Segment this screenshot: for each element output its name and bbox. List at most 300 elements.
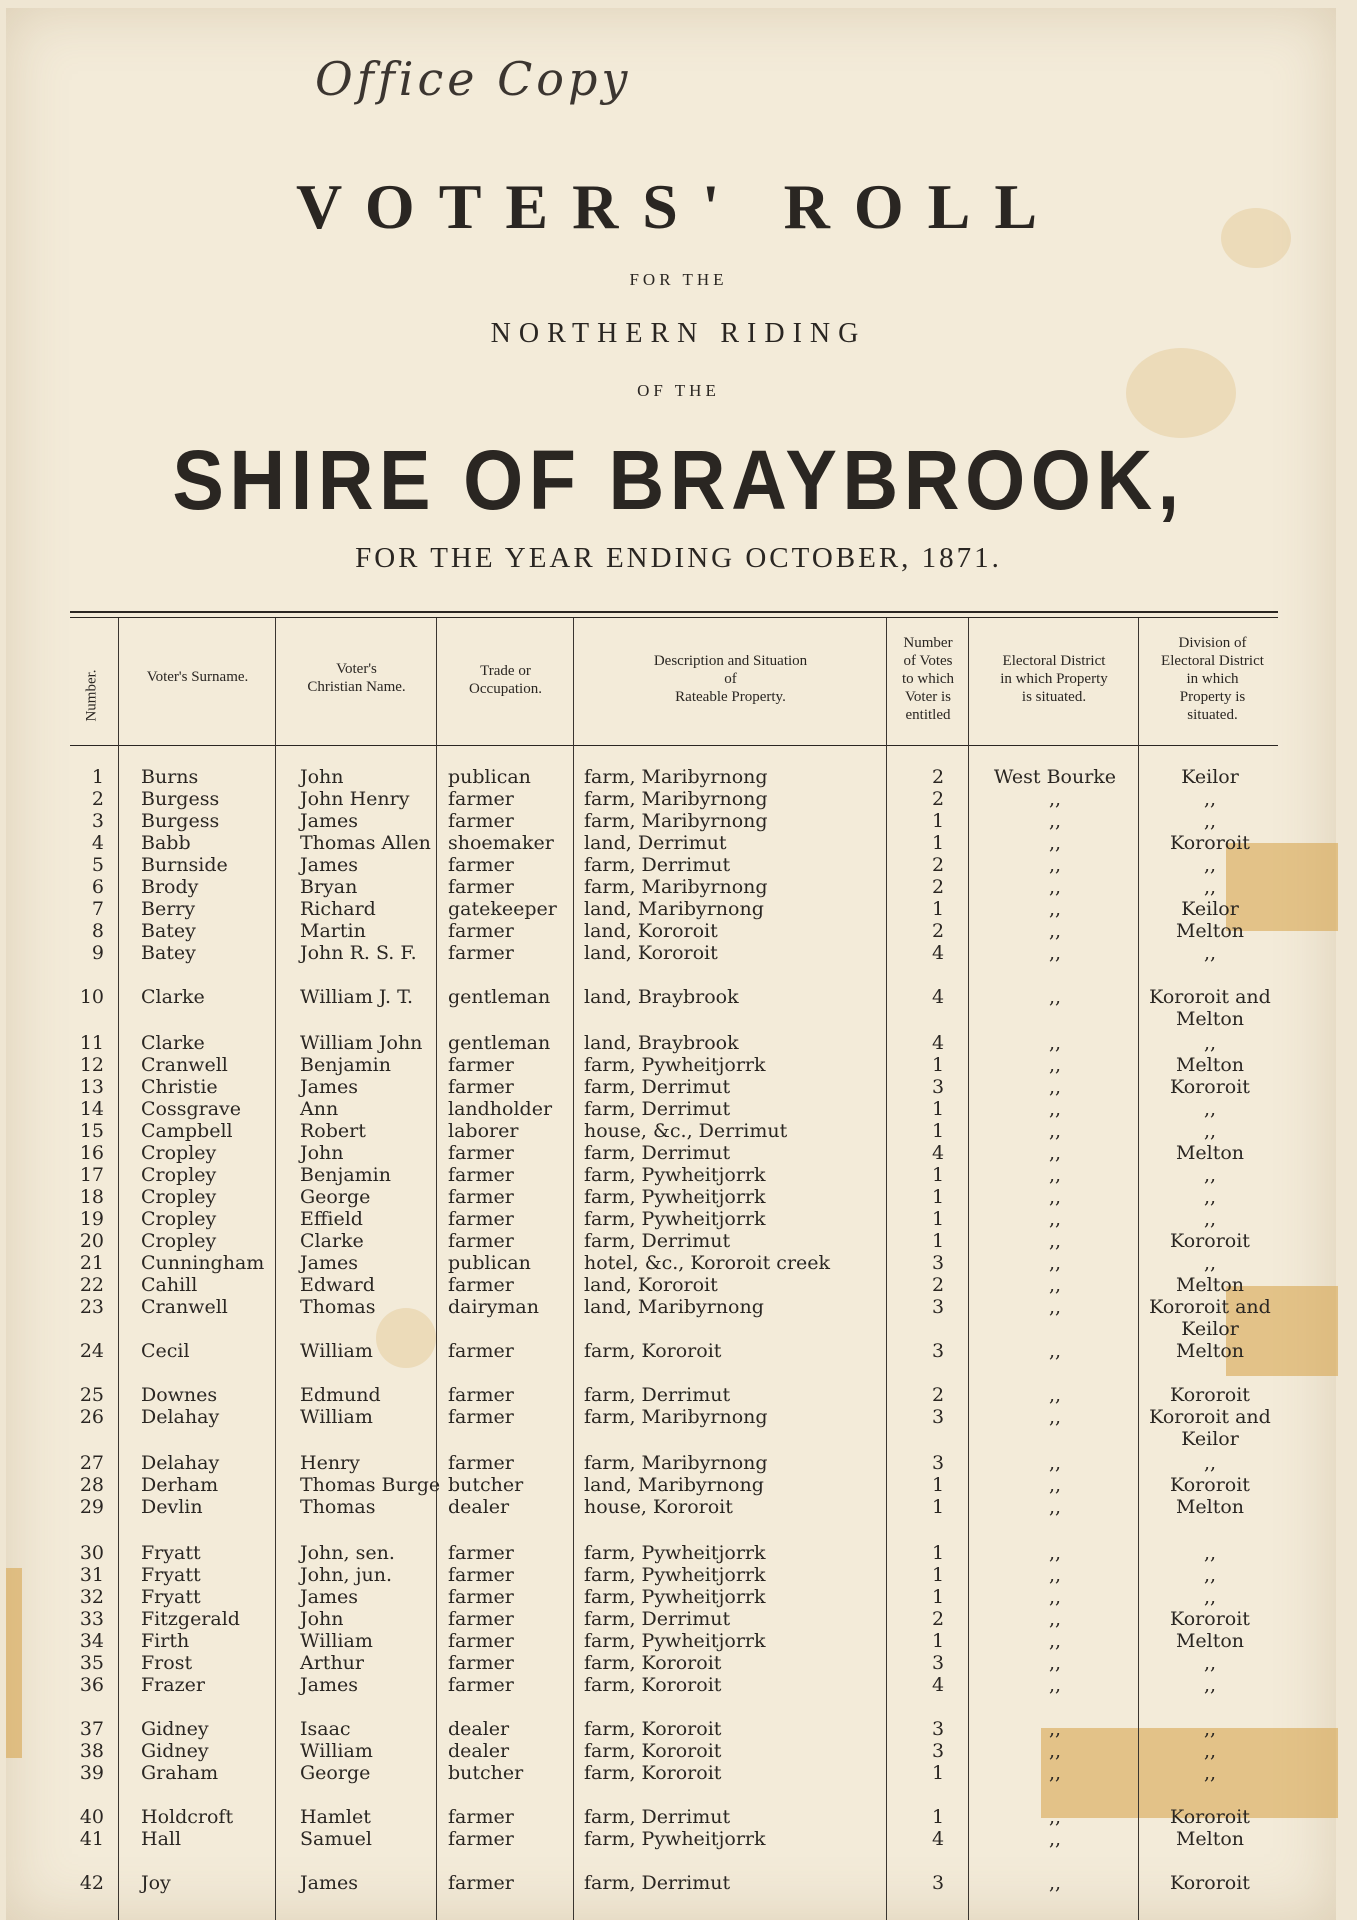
voter-occupation: farmer xyxy=(448,1586,514,1608)
votes-entitled: 1 xyxy=(931,1586,945,1608)
electoral-district: ,, xyxy=(1048,1872,1062,1894)
table-row xyxy=(0,1032,1357,1054)
voter-surname: Cropley xyxy=(141,1142,217,1164)
property-description: farm, Kororoit xyxy=(584,1652,722,1674)
property-description: farm, Derrimut xyxy=(584,1076,731,1098)
electoral-district: ,, xyxy=(1048,942,1062,964)
division: Kororoit and xyxy=(1149,1296,1271,1318)
electoral-district: ,, xyxy=(1048,1828,1062,1850)
electoral-district: ,, xyxy=(1048,854,1062,876)
table-row xyxy=(0,810,1357,832)
electoral-district: ,, xyxy=(1048,1230,1062,1252)
division: ,, xyxy=(1203,810,1217,832)
row-number: 35 xyxy=(79,1652,104,1674)
voter-christian-name: Martin xyxy=(300,920,366,942)
division: ,, xyxy=(1203,1164,1217,1186)
voter-surname: Frazer xyxy=(141,1674,205,1696)
table-row xyxy=(0,1098,1357,1120)
property-description: farm, Derrimut xyxy=(584,1142,731,1164)
voter-occupation: farmer xyxy=(448,1542,514,1564)
electoral-district: ,, xyxy=(1048,898,1062,920)
row-number: 37 xyxy=(79,1718,104,1740)
voter-surname: Clarke xyxy=(141,986,205,1008)
electoral-district: ,, xyxy=(1048,1120,1062,1142)
property-description: farm, Maribyrnong xyxy=(584,876,768,898)
property-description: farm, Pywheitjorrk xyxy=(584,1630,766,1652)
division: ,, xyxy=(1203,1564,1217,1586)
votes-entitled: 1 xyxy=(931,1164,945,1186)
votes-entitled: 1 xyxy=(931,1474,945,1496)
voter-christian-name: Thomas xyxy=(300,1296,376,1318)
division: Kororoit and xyxy=(1149,1406,1271,1428)
voter-occupation: farmer xyxy=(448,942,514,964)
row-number: 36 xyxy=(79,1674,104,1696)
electoral-district: ,, xyxy=(1048,1186,1062,1208)
row-number: 15 xyxy=(79,1120,104,1142)
table-row xyxy=(0,1828,1357,1850)
electoral-district: ,, xyxy=(1048,1032,1062,1054)
votes-entitled: 3 xyxy=(931,1740,945,1762)
votes-entitled: 1 xyxy=(931,1120,945,1142)
property-description: farm, Maribyrnong xyxy=(584,1406,768,1428)
voter-occupation: farmer xyxy=(448,920,514,942)
electoral-district: ,, xyxy=(1048,832,1062,854)
voter-surname: Cahill xyxy=(141,1274,198,1296)
electoral-district: ,, xyxy=(1048,1340,1062,1362)
votes-entitled: 1 xyxy=(931,1496,945,1518)
table-row xyxy=(0,898,1357,920)
voter-surname: Christie xyxy=(141,1076,218,1098)
voter-christian-name: Isaac xyxy=(300,1718,351,1740)
table-row xyxy=(0,1142,1357,1164)
division: ,, xyxy=(1203,1718,1217,1740)
electoral-district: ,, xyxy=(1048,1384,1062,1406)
top-rule-thin xyxy=(70,617,1278,618)
row-number: 34 xyxy=(79,1630,104,1652)
voter-surname: Delahay xyxy=(141,1452,220,1474)
row-number: 31 xyxy=(79,1564,104,1586)
voter-occupation: farmer xyxy=(448,1564,514,1586)
property-description: land, Derrimut xyxy=(584,832,727,854)
votes-entitled: 3 xyxy=(931,1252,945,1274)
voter-occupation: laborer xyxy=(448,1120,519,1142)
office-copy-annotation: Office Copy xyxy=(315,52,632,106)
voter-christian-name: James xyxy=(300,1586,358,1608)
division: Kororoit xyxy=(1170,1076,1250,1098)
table-row xyxy=(0,1186,1357,1208)
property-description: farm, Pywheitjorrk xyxy=(584,1828,766,1850)
voter-surname: Cropley xyxy=(141,1208,217,1230)
votes-entitled: 4 xyxy=(931,1674,945,1696)
electoral-district: ,, xyxy=(1048,1054,1062,1076)
voter-surname: Burgess xyxy=(141,788,220,810)
row-number: 14 xyxy=(79,1098,104,1120)
table-row xyxy=(0,1586,1357,1608)
row-number: 3 xyxy=(91,810,104,832)
division: Kororoit xyxy=(1170,1872,1250,1894)
votes-entitled: 1 xyxy=(931,1230,945,1252)
votes-entitled: 3 xyxy=(931,1076,945,1098)
voter-surname: Cranwell xyxy=(141,1296,228,1318)
division: Melton xyxy=(1175,1630,1245,1652)
voter-surname: Campbell xyxy=(141,1120,233,1142)
table-row xyxy=(0,1496,1357,1518)
property-description: hotel, &c., Kororoit creek xyxy=(584,1252,831,1274)
electoral-district: ,, xyxy=(1048,1164,1062,1186)
property-description: farm, Maribyrnong xyxy=(584,766,768,788)
electoral-district: ,, xyxy=(1048,1142,1062,1164)
voter-surname: Cropley xyxy=(141,1164,217,1186)
property-description: land, Braybrook xyxy=(584,1032,739,1054)
division: ,, xyxy=(1203,1652,1217,1674)
row-number: 2 xyxy=(91,788,104,810)
voter-christian-name: Benjamin xyxy=(300,1164,391,1186)
voter-occupation: dealer xyxy=(448,1496,510,1518)
property-description: farm, Kororoit xyxy=(584,1740,722,1762)
division-continued: Keilor xyxy=(1181,1428,1239,1450)
table-row xyxy=(0,1296,1357,1340)
voter-occupation: publican xyxy=(448,766,531,788)
voter-surname: Burnside xyxy=(141,854,228,876)
row-number: 32 xyxy=(79,1586,104,1608)
division: ,, xyxy=(1203,1740,1217,1762)
electoral-district: ,, xyxy=(1048,1674,1062,1696)
division: Melton xyxy=(1175,1142,1245,1164)
voter-occupation: farmer xyxy=(448,1208,514,1230)
division: ,, xyxy=(1203,1252,1217,1274)
row-number: 9 xyxy=(91,942,104,964)
division: ,, xyxy=(1203,1120,1217,1142)
voter-christian-name: Clarke xyxy=(300,1230,364,1252)
electoral-district: ,, xyxy=(1048,1452,1062,1474)
row-number: 17 xyxy=(79,1164,104,1186)
electoral-district: ,, xyxy=(1048,1586,1062,1608)
voter-christian-name: James xyxy=(300,854,358,876)
electoral-district: ,, xyxy=(1048,1076,1062,1098)
voter-christian-name: Thomas xyxy=(300,1496,376,1518)
voter-surname: Babb xyxy=(141,832,191,854)
table-row xyxy=(0,1252,1357,1274)
property-description: land, Kororoit xyxy=(584,920,718,942)
property-description: farm, Maribyrnong xyxy=(584,788,768,810)
voter-christian-name: Samuel xyxy=(300,1828,372,1850)
voter-occupation: farmer xyxy=(448,1274,514,1296)
voter-christian-name: Richard xyxy=(300,898,376,920)
table-row xyxy=(0,1718,1357,1740)
votes-entitled: 4 xyxy=(931,986,945,1008)
voter-christian-name: William xyxy=(300,1406,373,1428)
voter-surname: Holdcroft xyxy=(141,1806,234,1828)
voter-surname: Delahay xyxy=(141,1406,220,1428)
electoral-district: ,, xyxy=(1048,1406,1062,1428)
voter-christian-name: John Henry xyxy=(300,788,410,810)
property-description: farm, Derrimut xyxy=(584,854,731,876)
voter-christian-name: James xyxy=(300,1872,358,1894)
table-row xyxy=(0,832,1357,854)
voter-occupation: farmer xyxy=(448,1452,514,1474)
table-row xyxy=(0,1652,1357,1674)
electoral-district: ,, xyxy=(1048,876,1062,898)
electoral-district: ,, xyxy=(1048,1542,1062,1564)
property-description: land, Maribyrnong xyxy=(584,1296,764,1318)
property-description: farm, Derrimut xyxy=(584,1230,731,1252)
table-row xyxy=(0,920,1357,942)
votes-entitled: 2 xyxy=(931,1608,945,1630)
voter-surname: Derham xyxy=(141,1474,219,1496)
table-row xyxy=(0,1340,1357,1362)
of-the-line: OF THE xyxy=(637,381,720,400)
division: Kororoit xyxy=(1170,1608,1250,1630)
votes-entitled: 1 xyxy=(931,1806,945,1828)
row-number: 25 xyxy=(79,1384,104,1406)
voter-occupation: farmer xyxy=(448,1828,514,1850)
table-row xyxy=(0,1054,1357,1076)
table-row xyxy=(0,1406,1357,1450)
voter-occupation: landholder xyxy=(448,1098,553,1120)
electoral-district: ,, xyxy=(1048,1274,1062,1296)
voter-christian-name: Benjamin xyxy=(300,1054,391,1076)
table-row xyxy=(0,1164,1357,1186)
division: ,, xyxy=(1203,1762,1217,1784)
property-description: land, Kororoit xyxy=(584,1274,718,1296)
header-trade: Trade or Occupation. xyxy=(469,663,542,697)
votes-entitled: 1 xyxy=(931,1208,945,1230)
voter-christian-name: James xyxy=(300,1674,358,1696)
property-description: house, &c., Derrimut xyxy=(584,1120,788,1142)
voter-christian-name: James xyxy=(300,810,358,832)
voter-christian-name: John R. S. F. xyxy=(300,942,417,964)
voter-surname: Fryatt xyxy=(141,1542,201,1564)
row-number: 6 xyxy=(91,876,104,898)
electoral-district: ,, xyxy=(1048,810,1062,832)
voter-occupation: gentleman xyxy=(448,986,551,1008)
header-votes: Number of Votes to which Voter is entitled xyxy=(901,635,955,723)
votes-entitled: 1 xyxy=(931,810,945,832)
property-description: farm, Pywheitjorrk xyxy=(584,1164,766,1186)
division: ,, xyxy=(1203,1542,1217,1564)
votes-entitled: 3 xyxy=(931,1296,945,1318)
row-number: 42 xyxy=(79,1872,104,1894)
row-number: 20 xyxy=(79,1230,104,1252)
voter-surname: Frost xyxy=(141,1652,193,1674)
voter-occupation: farmer xyxy=(448,1806,514,1828)
voter-occupation: gatekeeper xyxy=(448,898,557,920)
voter-surname: Fryatt xyxy=(141,1564,201,1586)
votes-entitled: 4 xyxy=(931,1032,945,1054)
table-row xyxy=(0,1674,1357,1696)
voter-christian-name: Effield xyxy=(300,1208,363,1230)
header-number: Number. xyxy=(83,668,100,722)
votes-entitled: 3 xyxy=(931,1406,945,1428)
table-row xyxy=(0,1474,1357,1496)
property-description: farm, Kororoit xyxy=(584,1762,722,1784)
voter-occupation: dealer xyxy=(448,1718,510,1740)
voter-christian-name: John, sen. xyxy=(300,1542,395,1564)
division: Kororoit xyxy=(1170,1806,1250,1828)
row-number: 27 xyxy=(79,1452,104,1474)
electoral-district: ,, xyxy=(1048,986,1062,1008)
row-number: 13 xyxy=(79,1076,104,1098)
table-row xyxy=(0,1230,1357,1252)
voter-occupation: farmer xyxy=(448,810,514,832)
voter-surname: Devlin xyxy=(141,1496,203,1518)
votes-entitled: 4 xyxy=(931,1828,945,1850)
property-description: house, Kororoit xyxy=(584,1496,733,1518)
property-description: farm, Pywheitjorrk xyxy=(584,1208,766,1230)
voter-surname: Cunningham xyxy=(141,1252,265,1274)
voter-occupation: gentleman xyxy=(448,1032,551,1054)
voter-occupation: farmer xyxy=(448,1630,514,1652)
property-description: farm, Kororoit xyxy=(584,1340,722,1362)
votes-entitled: 2 xyxy=(931,854,945,876)
votes-entitled: 2 xyxy=(931,1384,945,1406)
row-number: 12 xyxy=(79,1054,104,1076)
voter-christian-name: George xyxy=(300,1186,371,1208)
row-number: 16 xyxy=(79,1142,104,1164)
row-number: 1 xyxy=(91,766,104,788)
table-row xyxy=(0,854,1357,876)
voter-christian-name: Arthur xyxy=(300,1652,364,1674)
voter-surname: Gidney xyxy=(141,1740,209,1762)
voter-christian-name: George xyxy=(300,1762,371,1784)
top-rule xyxy=(70,611,1278,613)
voter-surname: Clarke xyxy=(141,1032,205,1054)
table-row xyxy=(0,1274,1357,1296)
votes-entitled: 4 xyxy=(931,942,945,964)
table-row xyxy=(0,766,1357,788)
table-row xyxy=(0,1208,1357,1230)
division: ,, xyxy=(1203,1098,1217,1120)
row-number: 39 xyxy=(79,1762,104,1784)
votes-entitled: 4 xyxy=(931,1142,945,1164)
division: ,, xyxy=(1203,854,1217,876)
electoral-district: ,, xyxy=(1048,920,1062,942)
electoral-district: ,, xyxy=(1048,1564,1062,1586)
voter-surname: Fryatt xyxy=(141,1586,201,1608)
property-description: farm, Pywheitjorrk xyxy=(584,1564,766,1586)
division: Melton xyxy=(1175,1274,1245,1296)
row-number: 33 xyxy=(79,1608,104,1630)
row-number: 5 xyxy=(91,854,104,876)
document-title: VOTERS' ROLL xyxy=(295,171,1062,242)
property-description: farm, Derrimut xyxy=(584,1608,731,1630)
voter-christian-name: John xyxy=(300,766,344,788)
property-description: farm, Maribyrnong xyxy=(584,1452,768,1474)
row-number: 8 xyxy=(91,920,104,942)
votes-entitled: 1 xyxy=(931,1186,945,1208)
voter-occupation: dealer xyxy=(448,1740,510,1762)
table-row xyxy=(0,1384,1357,1406)
votes-entitled: 2 xyxy=(931,920,945,942)
voter-surname: Batey xyxy=(141,942,196,964)
votes-entitled: 1 xyxy=(931,1542,945,1564)
division: Kororoit and xyxy=(1149,986,1271,1008)
row-number: 10 xyxy=(79,986,104,1008)
votes-entitled: 1 xyxy=(931,1098,945,1120)
voter-christian-name: Bryan xyxy=(300,876,358,898)
row-number: 23 xyxy=(79,1296,104,1318)
riding-title: NORTHERN RIDING xyxy=(490,318,867,349)
division: ,, xyxy=(1203,942,1217,964)
property-description: farm, Derrimut xyxy=(584,1098,731,1120)
property-description: farm, Maribyrnong xyxy=(584,810,768,832)
voter-occupation: publican xyxy=(448,1252,531,1274)
property-description: farm, Derrimut xyxy=(584,1806,731,1828)
voter-occupation: farmer xyxy=(448,1340,514,1362)
voter-surname: Cossgrave xyxy=(141,1098,242,1120)
table-row xyxy=(0,1542,1357,1564)
electoral-district: ,, xyxy=(1048,1740,1062,1762)
row-number: 19 xyxy=(79,1208,104,1230)
header-christian-name: Voter's Christian Name. xyxy=(307,661,406,695)
voter-occupation: farmer xyxy=(448,1230,514,1252)
row-number: 18 xyxy=(79,1186,104,1208)
voter-surname: Firth xyxy=(141,1630,190,1652)
property-description: farm, Pywheitjorrk xyxy=(584,1054,766,1076)
voter-occupation: farmer xyxy=(448,1142,514,1164)
votes-entitled: 3 xyxy=(931,1872,945,1894)
for-the-line: FOR THE xyxy=(629,270,728,289)
row-number: 4 xyxy=(91,832,104,854)
row-number: 28 xyxy=(79,1474,104,1496)
voter-occupation: farmer xyxy=(448,1186,514,1208)
votes-entitled: 1 xyxy=(931,1630,945,1652)
division: Kororoit xyxy=(1170,1384,1250,1406)
row-number: 41 xyxy=(79,1828,104,1850)
votes-entitled: 2 xyxy=(931,766,945,788)
voter-surname: Brody xyxy=(141,876,199,898)
property-description: farm, Pywheitjorrk xyxy=(584,1586,766,1608)
electoral-district: ,, xyxy=(1048,1806,1062,1828)
voter-surname: Burgess xyxy=(141,810,220,832)
table-row xyxy=(0,788,1357,810)
voter-surname: Cropley xyxy=(141,1186,217,1208)
division: Keilor xyxy=(1181,766,1239,788)
property-description: farm, Pywheitjorrk xyxy=(584,1186,766,1208)
voter-surname: Gidney xyxy=(141,1718,209,1740)
voter-christian-name: Robert xyxy=(300,1120,366,1142)
table-row xyxy=(0,1762,1357,1784)
property-description: farm, Pywheitjorrk xyxy=(584,1542,766,1564)
table-row xyxy=(0,1608,1357,1630)
electoral-district: ,, xyxy=(1048,1652,1062,1674)
header-division: Division of Electoral District in which Property is situated. xyxy=(1161,635,1264,723)
table-row xyxy=(0,1806,1357,1828)
voter-christian-name: William John xyxy=(300,1032,423,1054)
shire-title: SHIRE OF BRAYBROOK, xyxy=(172,433,1185,527)
division: Melton xyxy=(1175,1340,1245,1362)
division-continued: Melton xyxy=(1175,1008,1245,1030)
votes-entitled: 3 xyxy=(931,1718,945,1740)
voter-christian-name: Hamlet xyxy=(300,1806,371,1828)
voter-christian-name: John xyxy=(300,1608,344,1630)
voter-surname: Hall xyxy=(141,1828,182,1850)
row-number: 29 xyxy=(79,1496,104,1518)
voter-occupation: farmer xyxy=(448,1406,514,1428)
votes-entitled: 2 xyxy=(931,788,945,810)
voter-christian-name: William xyxy=(300,1630,373,1652)
electoral-district: ,, xyxy=(1048,1718,1062,1740)
row-number: 24 xyxy=(79,1340,104,1362)
table-row xyxy=(0,876,1357,898)
header-description: Description and Situation of Rateable Property. xyxy=(653,653,808,705)
table-row xyxy=(0,1120,1357,1142)
property-description: farm, Kororoit xyxy=(584,1674,722,1696)
table-row xyxy=(0,942,1357,964)
header-electoral-district: Electoral District in which Property is situated. xyxy=(1000,653,1108,705)
division: Kororoit xyxy=(1170,1474,1250,1496)
row-number: 11 xyxy=(79,1032,104,1054)
